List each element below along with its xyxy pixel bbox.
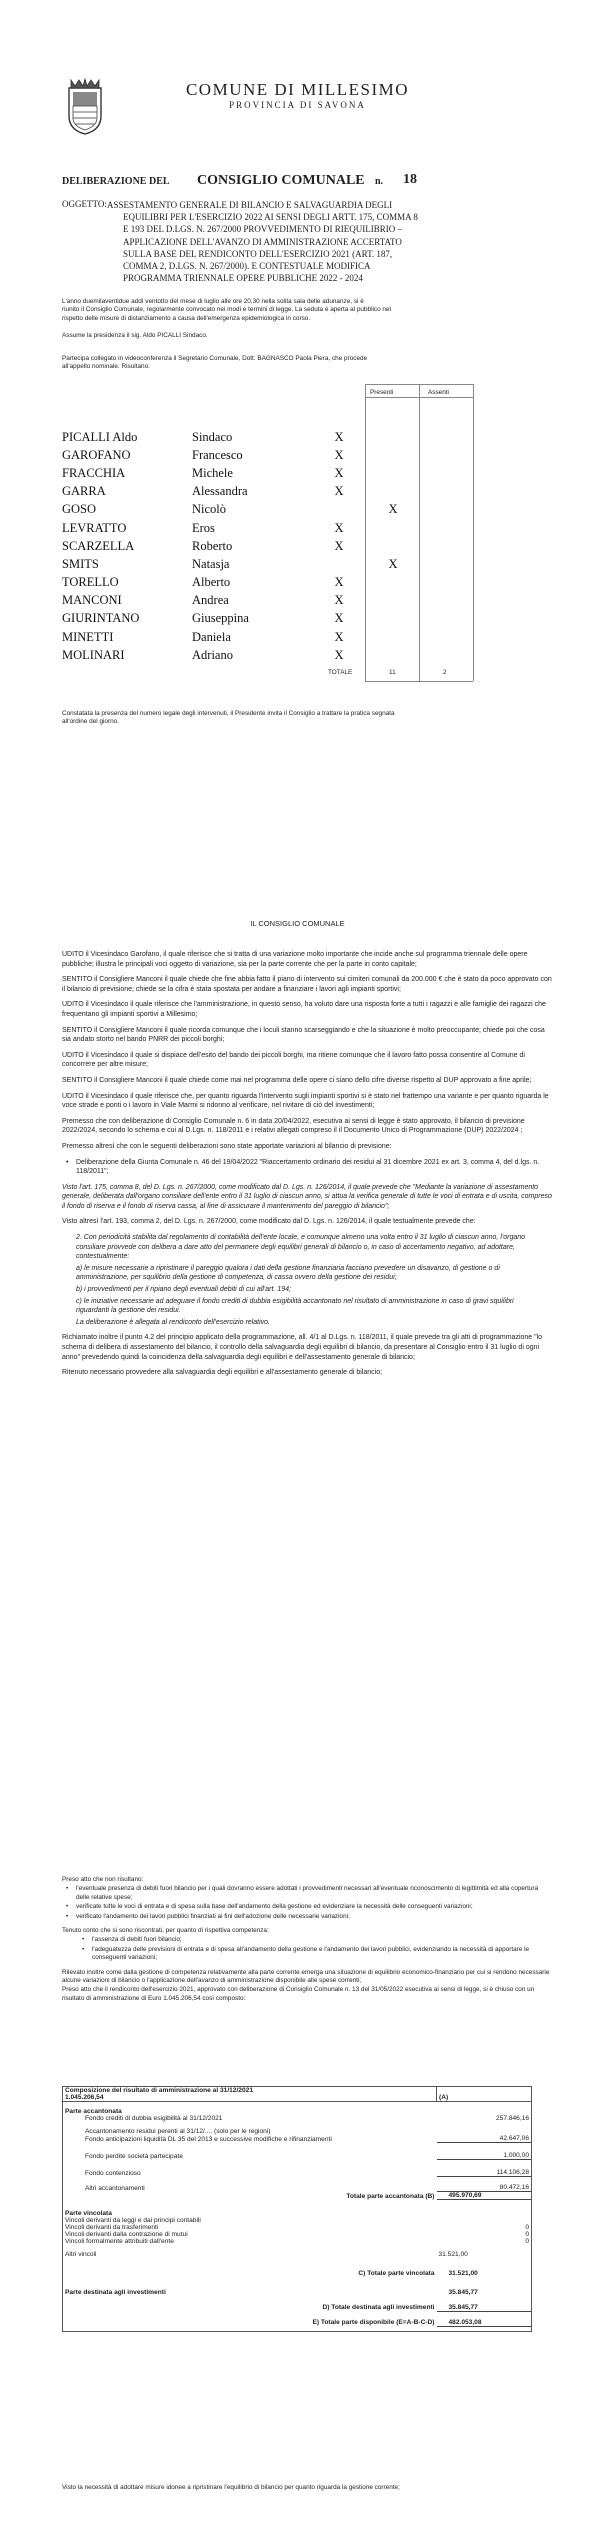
attendance-row (62, 483, 420, 501)
sentito-paragraph: SENTITO il Consigliere Manconi il quale chiede come mai nel programma delle opere ci siano dello cifre diverse rispetto al DUP approvato a fine aprile; (62, 1076, 532, 1084)
absent-mark (366, 574, 420, 592)
oggetto-label: OGGETTO: (62, 199, 107, 209)
vinc-row-value: 0 (525, 2238, 529, 2245)
tenuto-conto: Tenuto conto che si sono riscontrati, per quanto di rispettiva competenza: (62, 1927, 269, 1935)
absent-mark (366, 646, 420, 664)
secretary-line: all'appello nominale. Risultano: (62, 363, 150, 371)
council-heading: IL CONSIGLIO COMUNALE (250, 919, 345, 928)
presidency-text: Assume la presidenza il sig. Aldo PICALLI Sindaco. (62, 332, 208, 339)
secretary-text (62, 355, 552, 372)
oggetto-line: ASSESTAMENTO GENERALE DI BILANCIO E SALVAGUARDIA DEGLI (107, 200, 393, 210)
col-a: (A) (437, 2087, 532, 2102)
acc-row-value (437, 2122, 532, 2135)
attendance-list (62, 428, 420, 664)
premesso-paragraph: Premesso che con deliberazione di Consiglio Comunale n. 6 in data 20/04/2022, esecutiva ai sensi di legge è stato approvato, il bilancio di previsione 2022/2024, secondo lo schema e cui al D.Lgs. n. 118/2011 e i relativi allegati compreso il il Documento Unico di Programmazione (DUP) 2022/2024 ; (62, 1117, 525, 1135)
preso-list-item: • verificato l'andamento dei lavori pubblici finanziati ai fini dell'adozione delle necessarie variazioni; (62, 1913, 552, 1921)
investimenti-label: Parte destinata agli investimenti (65, 2289, 166, 2296)
ritenuto-paragraph: Ritenuto necessario provvedere alla salvaguardia degli equilibri e all'assestamento generale di bilancio; (62, 1369, 383, 1377)
member-name: Daniela (192, 629, 231, 644)
absent-mark: X (388, 556, 398, 571)
vincolata-label: Parte vincolata (65, 2210, 112, 2217)
acc-row-label: Fondo contenzioso (85, 2169, 141, 2177)
oggetto-line: SULLA BASE DEL RENDICONTO DELL'ESERCIZIO 2021 (ART. 187, (123, 248, 393, 259)
udito-paragraph: UDITO il Vicesindaco il quale si dispiace dell'esito del bando dei piccoli borghi, ma ritiene comunque che il lavoro fatto possa consentire al Comune di concorrere per altre misure; (62, 1051, 525, 1069)
richiamato-paragraph: Richiamato inoltre il punto 4.2 del principio applicato della programmazione, all. 4/1 al D.Lgs. n. 118/2011, il quale prevede tra gli atti di programmazione "lo schema di delibera di assestamento del bilancio, il controllo della salvaguardia degli equilibri di bilancio, da presentare al Consiglio entro il 31 luglio di ogni anno" prevedendo quindi la coincidenza della salvaguardia degli equilibri e dell'assestamento generale di bilancio; (62, 1334, 543, 1361)
member-name: Andrea (192, 593, 229, 608)
oggetto-text (107, 199, 552, 284)
present-mark: X (334, 484, 344, 499)
acc-row-label: Accantonamento residui perenti al 31/12/.... (solo per le regioni) (85, 2128, 271, 2135)
closing-paragraph: Visto la necessità di adottare misure idonee a ripristinare l'equilibrio di bilancio per quanto riguarda la gestione corrente; (62, 2484, 400, 2491)
member-name: Adriano (192, 647, 233, 662)
total-present: 11 (389, 669, 396, 676)
total-vincolata: 31.521,00 (448, 2270, 478, 2277)
delibera-number: 18 (403, 172, 417, 187)
attendance-row (62, 501, 420, 519)
oggetto-line: E 193 DEL D.LGS. N. 267/2000 PROVVEDIMENTO DI RIEQUILIBRIO – (123, 224, 402, 235)
attendance-row (62, 537, 420, 555)
present-mark: X (334, 647, 344, 662)
quote-line: La deliberazione è allegata al rendiconto dell'esercizio relativo. (76, 1318, 270, 1326)
intro-text (62, 298, 552, 323)
visto-193-paragraph: Visto altresì l'art. 193, comma 2, del D. Lgs. n. 267/2000, come modificato dal D. Lgs. n. 126/2014, il quale testualmente prevede che: (62, 1218, 476, 1226)
absent-header: Assenti (428, 389, 449, 396)
absent-mark (366, 464, 420, 482)
total-accantonata-label: Totale parte accantonata (B) (346, 2192, 435, 2200)
member-surname: MANCONI (62, 593, 122, 608)
udito-paragraph: UDITO il Vicesindaco il quale riferisce che l'amministrazione, in questo senso, ha voluto dare una risposta forte a tutti i ragazzi e alle famiglie dei ragazzi che frequentano gli impianti sportivi a Millesimo; (62, 1001, 546, 1018)
delibera-label: DELIBERAZIONE DEL (62, 176, 170, 187)
oggetto-line: APPLICAZIONE DELL'AVANZO DI AMMINISTRAZIONE ACCERTATO (123, 236, 402, 247)
attendance-row (62, 446, 420, 464)
disponibile-label: E) Totale parte disponibile (E=A-B-C-D) (312, 2319, 435, 2326)
comune-title: COMUNE DI MILLESIMO (185, 80, 410, 99)
preso-list-item: • l'eventuale presenza di debiti fuori bilancio per i quali dovranno essere adottati i provvedimenti necessari all'eventuale riconoscimento di legittimità ed alla copertura delle relative spese; (62, 1885, 552, 1902)
legal-number-text (62, 710, 552, 727)
vinc-row-label: Vincoli derivanti da trasferimenti (65, 2224, 159, 2231)
legal-line: Constatata la presenza del numero legale degli intervenuti, il Presidente invita il Consiglio a trattare la pratica segnata (62, 710, 395, 717)
member-surname: GIURINTANO (62, 611, 140, 626)
total-investimenti-label: D) Totale destinata agli investimenti (322, 2304, 435, 2311)
intro-line: rispetto delle misure di distanziamento a causa dell'emergenza epidemiologica in corso. (62, 314, 311, 322)
quote-line: a) le misure necessarie a ripristinare il pareggio qualora i dati della gestione finanziaria facciano prevedere un disavanzo, di gestione o di amministrazione, per squilibrio della gestione di competenza, di cassa ovvero della gestione dei residui; (76, 1264, 500, 1282)
present-mark: X (334, 538, 344, 553)
investimenti-value: 35.845,77 (448, 2289, 478, 2296)
delibera-list-item: • Deliberazione della Giunta Comunale n. 46 del 19/04/2022 "Riaccertamento ordinario dei residui al 31 dicembre 2021 ex art. 3, comma 4, del d.lgs. n. 118/2011"; (62, 1158, 552, 1177)
member-surname: SCARZELLA (62, 538, 135, 553)
attendance-row (62, 628, 420, 646)
vinc-row-label: Vincoli derivanti da leggi e dai principi contabili (65, 2217, 201, 2224)
legal-line: all'ordine del giorno. (62, 718, 119, 726)
acc-row-label: Fondo perdite società partecipate (85, 2152, 183, 2160)
vinc-row-label: Altri vincoli (65, 2251, 97, 2258)
preso-section (62, 1876, 552, 2009)
member-name: Natasja (192, 556, 230, 571)
attendance-row (62, 646, 420, 664)
present-mark: X (334, 429, 344, 444)
member-name: Alberto (192, 575, 231, 590)
oggetto-line: PROGRAMMA TRIENNALE OPERE PUBBLICHE 2022 - 2024 (123, 273, 363, 284)
attendance-row (62, 592, 420, 610)
member-name: Sindaco (192, 429, 233, 444)
member-name: Roberto (192, 538, 233, 553)
vinc-row-value (437, 2217, 532, 2224)
member-surname: GOSO (62, 502, 97, 517)
attendance-row (62, 555, 420, 573)
tenuto-list-item: • l'adeguatezza delle previsioni di entrata e di spesa all'andamento della gestione e l'andamento dei lavori pubblici, evidenziando la necessità di apportare le conseguenti variazioni; (78, 1946, 552, 1963)
vinc-row-label: Vincoli formalmente attribuiti dall'ente (65, 2238, 174, 2245)
acc-row-label: Altri accantonamenti (85, 2184, 145, 2192)
acc-row-value: 80.472,16 (437, 2177, 532, 2192)
absent-mark: X (388, 502, 398, 517)
absent-mark (366, 428, 420, 446)
attendance-row (62, 574, 420, 592)
quote-line: b) i provvedimenti per il ripiano degli eventuali debiti di cui all'art. 194; (76, 1286, 291, 1294)
quote-line: 2. Con periodicità stabilita dal regolamento di contabilità dell'ente locale, e comunque almeno una volta entro il 31 luglio di ciascun anno, l'organo consiliare provvede con delibera a dare atto del permanere degli equilibri generali di bilancio o, in caso di accertamento negativo, ad adottare, contestualmente: (76, 1234, 526, 1261)
member-surname: SMITS (62, 556, 99, 571)
composition-title: Composizione del risultato di amministrazione al 31/12/2021 (65, 2087, 253, 2094)
legal-quote (62, 1233, 552, 1327)
present-mark: X (334, 575, 344, 590)
total-accantonata: 495.970,69 (437, 2192, 532, 2200)
total-vincolata-label: C) Totale parte vincolata (358, 2270, 435, 2277)
preso-atto: Preso atto che non risultano: (62, 1876, 144, 1883)
member-surname: TORELLO (62, 575, 119, 590)
attendance-row (62, 428, 420, 446)
member-name: Eros (192, 520, 215, 535)
member-surname: FRACCHIA (62, 465, 126, 480)
oggetto-line: COMMA 2, D.LGS. N. 267/2000). E CONTESTUALE MODIFICA (123, 261, 371, 272)
vinc-row-value: 0 (525, 2231, 529, 2238)
body-section (62, 950, 552, 1384)
absent-mark (366, 628, 420, 646)
total-absent: 2 (443, 669, 447, 676)
visto-175-paragraph: Visto l'art. 175, comma 8, del D. Lgs. n. 267/2000, come modificato dal D. Lgs. n. 126/2014, il quale prevede che "Mediante la variazione di assestamento generale, deliberata dall'organo consiliare dell'ente entro il 31 luglio di ciascun anno, si attua la verifica generale di tutte le voci di entrata e di uscita, compreso il fondo di riserva e il fondo di riserva cassa, al fine di assicurare il mantenimento del pareggio di bilancio"; (62, 1183, 552, 1210)
member-surname: GARRA (62, 484, 106, 499)
number-label: n. (375, 176, 384, 187)
udito-paragraph: UDITO il Vicesindaco Garofano, il quale riferisce che si tratta di una variazione molto importante che incide anche sul programma triennale delle opere pubbliche; illustra le principali voci oggetto di variazione, sia per la parte corrente che per la parte in conto capitale; (62, 951, 528, 968)
attendance-row (62, 610, 420, 628)
acc-row-label: Fondo crediti di dubbia esigibilità al 31/12/2021 (85, 2115, 223, 2122)
vinc-row-label: Vincoli derivanti dalla contrazione di mutui (65, 2231, 188, 2238)
absent-mark (366, 483, 420, 501)
attendance-row (62, 519, 420, 537)
present-mark: X (334, 629, 344, 644)
disponibile-value: 482.053,08 (437, 2311, 532, 2326)
member-surname: MINETTI (62, 629, 114, 644)
acc-row-value: 1.000,00 (437, 2143, 532, 2160)
sentito-paragraph: SENTITO il Consigliere Manconi il quale chiede che fine abbia fatto il piano di intervento sui cimiteri comunali da 200.000 € che è stato da poco approvato con il bilancio di previsione; chiede se la cifra è stata spostata per andare a finanziare i lavori agli impianti sportivi; (62, 976, 552, 993)
present-header: Presenti (370, 389, 394, 396)
organ-title: CONSIGLIO COMUNALE (197, 173, 365, 188)
member-surname: PICALLI Aldo (62, 429, 138, 444)
member-name: Francesco (192, 447, 243, 462)
member-surname: MOLINARI (62, 647, 125, 662)
member-name: Giuseppina (192, 611, 249, 626)
vinc-row-value: 31.521,00 (438, 2251, 468, 2258)
absent-mark (366, 519, 420, 537)
acc-row-value: 114.106,28 (437, 2160, 532, 2177)
preso-list-item: • verificate tutte le voci di entrata e di spesa sulla base dell'andamento della gestione ed evidenziare la necessità delle conseguenti variazioni; (62, 1903, 552, 1911)
intro-line: riunito il Consiglio Comunale, regolarmente convocato nei modi e termini di legge. La seduta è aperta al pubblico nel (62, 306, 391, 314)
rilevato-paragraph: Rilevato inoltre come dalla gestione di competenza relativamente alla parte corrente emerga una situazione di equilibrio economico-finanziario per cui si rendono necessarie alcune variazioni di bilancio o l'applicazione dell'avanzo di amministrazione disponibile alle spese correnti; (62, 1968, 550, 1985)
member-name: Nicolò (192, 502, 227, 517)
absent-mark (366, 592, 420, 610)
secretary-line: Partecipa collegato in videoconferenza il Segretario Comunale, Dott. BAGNASCO Paola Piera, che procede (62, 355, 368, 362)
member-surname: GAROFANO (62, 447, 131, 462)
sentito-paragraph: SENTITO il Consigliere Manconi il quale ricorda comunque che i loculi stanno scarseggiando e che la situazione è molto preoccupante; chiede poi che cosa sia andato storto nel bando PNRR dei piccoli borghi; (62, 1026, 545, 1044)
member-surname: LEVRATTO (62, 520, 127, 535)
acc-row-value: 42.647,06 (437, 2135, 532, 2143)
total-label: TOTALE (328, 669, 353, 676)
preso-2-paragraph: Preso atto che il rendiconto dell'esercizio 2021, approvato con deliberazione di Consiglio Comunale n. 13 del 31/05/2022 esecutiva ai sensi di legge, si è chiuso con un risultato di amministrazione di Euro 1.045.206,54 così composto: (62, 1986, 535, 2002)
absent-mark (366, 610, 420, 628)
present-mark: X (334, 593, 344, 608)
present-mark (312, 555, 366, 573)
accantonata-label: Parte accantonata (65, 2108, 122, 2115)
vinc-row-value: 0 (525, 2224, 529, 2231)
member-name: Alessandra (192, 484, 248, 499)
attendance-rule (365, 681, 473, 682)
udito-paragraph: UDITO il Vicesindaco il quale riferisce che, per quanto riguarda l'intervento sugli impianti sportivi si è stato nel frattempo una variante e per quanto riguarda le voce strade e ponti o i lavoro in Viale Marmi si ridonno al verificare, nel rivitare di ciò del investimenti; (62, 1092, 549, 1110)
composition-table (62, 2086, 532, 2332)
provincia-subtitle: PROVINCIA DI SAVONA (229, 100, 366, 110)
quote-line: c) le iniziative necessarie ad adeguare il fondo crediti di dubbia esigibilità accantonato nel risultato di amministrazione in caso di gravi squilibri riguardanti la gestione dei residui. (76, 1297, 514, 1315)
absent-mark (366, 446, 420, 464)
acc-row-value: 257.846,16 (495, 2115, 529, 2122)
member-name: Michele (192, 465, 233, 480)
present-mark: X (334, 611, 344, 626)
intro-line: L'anno duemilaventidue addì ventotto del mese di luglio alle ore 20,30 nella solita sala delle adunanze, si è (62, 298, 364, 305)
premesso-altresi-paragraph: Premesso altresì che con le seguenti deliberazioni sono state apportate variazioni al bilancio di previsione: (62, 1142, 392, 1150)
oggetto-line: EQUILIBRI PER L'ESERCIZIO 2022 AI SENSI DEGLI ARTT. 175, COMMA 8 (123, 212, 418, 223)
absent-mark (366, 537, 420, 555)
tenuto-list-item: • l'assenza di debiti fuori bilancio; (78, 1936, 552, 1944)
composition-total: 1.045.206,54 (65, 2094, 104, 2101)
total-investimenti: 35.845,77 (437, 2296, 532, 2311)
present-mark: X (334, 520, 344, 535)
acc-row-label: Fondo anticipazioni liquidità DL 35 del 2013 e successive modifiche e rifinanziamenti (85, 2135, 332, 2143)
present-mark (312, 501, 366, 519)
attendance-row (62, 464, 420, 482)
present-mark: X (334, 465, 344, 480)
composition-title-cell (63, 2087, 437, 2102)
attendance-rule (473, 384, 474, 681)
present-mark: X (334, 447, 344, 462)
